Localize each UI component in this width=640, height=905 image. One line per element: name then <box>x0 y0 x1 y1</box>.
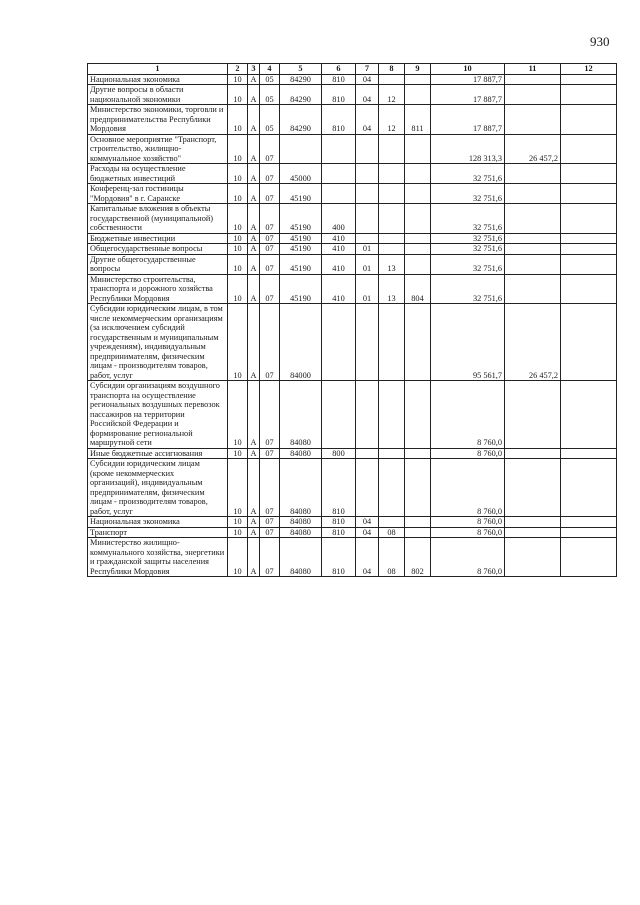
code-cell: А <box>248 105 260 135</box>
column-header: 5 <box>280 64 322 75</box>
amount-cell <box>505 233 561 244</box>
expense-type-cell: 410 <box>322 233 356 244</box>
ministry-code-cell <box>405 85 431 105</box>
row-name-cell: Национальная экономика <box>88 517 228 528</box>
amount-cell: 8 760,0 <box>431 459 505 517</box>
table-row <box>88 105 617 135</box>
expense-type-cell: 810 <box>322 74 356 85</box>
row-name-cell: Транспорт <box>88 527 228 538</box>
amount-cell <box>561 538 617 577</box>
code-cell: 10 <box>228 381 248 449</box>
target-article-cell: 45190 <box>280 244 322 255</box>
amount-cell: 8 760,0 <box>431 538 505 577</box>
target-article-cell: 45190 <box>280 184 322 204</box>
expense-type-cell <box>322 304 356 381</box>
subsection-cell <box>379 517 405 528</box>
subsection-cell: 08 <box>379 538 405 577</box>
subsection-cell: 08 <box>379 527 405 538</box>
code-cell: 07 <box>260 184 280 204</box>
table-row <box>88 184 617 204</box>
code-cell: 10 <box>228 85 248 105</box>
budget-table <box>87 63 617 577</box>
target-article-cell: 45190 <box>280 254 322 274</box>
table-row <box>88 85 617 105</box>
row-name-cell: Министерство экономики, торговли и предпринимательства Республики Мордовия <box>88 105 228 135</box>
table-row <box>88 134 617 164</box>
amount-cell <box>561 74 617 85</box>
ministry-code-cell <box>405 244 431 255</box>
expense-type-cell: 810 <box>322 85 356 105</box>
code-cell: 07 <box>260 517 280 528</box>
amount-cell <box>561 304 617 381</box>
target-article-cell: 84080 <box>280 381 322 449</box>
amount-cell: 26 457,2 <box>505 304 561 381</box>
subsection-cell: 13 <box>379 274 405 304</box>
subsection-cell <box>379 204 405 234</box>
amount-cell <box>505 517 561 528</box>
section-cell <box>356 184 379 204</box>
amount-cell <box>561 184 617 204</box>
amount-cell <box>505 244 561 255</box>
code-cell: 07 <box>260 254 280 274</box>
section-cell: 01 <box>356 274 379 304</box>
amount-cell <box>505 74 561 85</box>
subsection-cell <box>379 134 405 164</box>
code-cell: А <box>248 233 260 244</box>
code-cell: А <box>248 74 260 85</box>
ministry-code-cell <box>405 74 431 85</box>
subsection-cell <box>379 164 405 184</box>
table-row <box>88 304 617 381</box>
target-article-cell: 84080 <box>280 448 322 459</box>
amount-cell <box>505 448 561 459</box>
amount-cell: 17 887,7 <box>431 105 505 135</box>
ministry-code-cell <box>405 164 431 184</box>
row-name-cell: Субсидии юридическим лицам, в том числе некоммерческим организациям (за исключением субсидий государственным и муниципальным учреждениям), индивидуальным предпринимателям, физическим лицам - производителям товаров, работ, услуг <box>88 304 228 381</box>
code-cell: А <box>248 85 260 105</box>
code-cell: А <box>248 527 260 538</box>
expense-type-cell: 810 <box>322 459 356 517</box>
amount-cell <box>561 448 617 459</box>
target-article-cell <box>280 134 322 164</box>
amount-cell: 32 751,6 <box>431 274 505 304</box>
amount-cell: 32 751,6 <box>431 184 505 204</box>
column-header: 8 <box>379 64 405 75</box>
row-name-cell: Конференц-зал гостиницы "Мордовия" в г. Саранске <box>88 184 228 204</box>
table-row <box>88 204 617 234</box>
subsection-cell <box>379 448 405 459</box>
ministry-code-cell <box>405 448 431 459</box>
ministry-code-cell <box>405 254 431 274</box>
ministry-code-cell <box>405 517 431 528</box>
subsection-cell <box>379 244 405 255</box>
expense-type-cell <box>322 134 356 164</box>
ministry-code-cell <box>405 459 431 517</box>
table-row <box>88 233 617 244</box>
row-name-cell: Министерство жилищно-коммунального хозяйства, энергетики и гражданской защиты населения Республики Мордовия <box>88 538 228 577</box>
code-cell: 07 <box>260 459 280 517</box>
expense-type-cell: 810 <box>322 538 356 577</box>
code-cell: 07 <box>260 304 280 381</box>
amount-cell <box>561 134 617 164</box>
amount-cell: 128 313,3 <box>431 134 505 164</box>
code-cell: 07 <box>260 204 280 234</box>
target-article-cell: 84080 <box>280 538 322 577</box>
ministry-code-cell <box>405 134 431 164</box>
section-cell: 04 <box>356 517 379 528</box>
code-cell: 10 <box>228 304 248 381</box>
amount-cell: 8 760,0 <box>431 527 505 538</box>
target-article-cell: 45190 <box>280 274 322 304</box>
code-cell: 10 <box>228 244 248 255</box>
amount-cell <box>505 184 561 204</box>
amount-cell: 8 760,0 <box>431 448 505 459</box>
expense-type-cell: 400 <box>322 204 356 234</box>
expense-type-cell <box>322 164 356 184</box>
code-cell: 10 <box>228 459 248 517</box>
code-cell: 10 <box>228 74 248 85</box>
subsection-cell <box>379 233 405 244</box>
section-cell <box>356 304 379 381</box>
target-article-cell: 84290 <box>280 105 322 135</box>
code-cell: 10 <box>228 134 248 164</box>
section-cell: 04 <box>356 74 379 85</box>
expense-type-cell: 800 <box>322 448 356 459</box>
amount-cell: 95 561,7 <box>431 304 505 381</box>
section-cell: 04 <box>356 85 379 105</box>
amount-cell <box>561 381 617 449</box>
column-header: 10 <box>431 64 505 75</box>
table-row <box>88 274 617 304</box>
code-cell: А <box>248 517 260 528</box>
amount-cell <box>505 164 561 184</box>
code-cell: А <box>248 448 260 459</box>
section-cell <box>356 459 379 517</box>
section-cell: 04 <box>356 527 379 538</box>
subsection-cell <box>379 459 405 517</box>
column-header: 3 <box>248 64 260 75</box>
row-name-cell: Иные бюджетные ассигнования <box>88 448 228 459</box>
amount-cell <box>505 105 561 135</box>
row-name-cell: Министерство строительства, транспорта и дорожного хозяйства Республики Мордовия <box>88 274 228 304</box>
amount-cell: 32 751,6 <box>431 244 505 255</box>
ministry-code-cell <box>405 233 431 244</box>
code-cell: А <box>248 244 260 255</box>
amount-cell: 8 760,0 <box>431 381 505 449</box>
row-name-cell: Субсидии юридическим лицам (кроме некоммерческих организаций), индивидуальным предпринимателям, физическим лицам - производителям товаров, работ, услуг <box>88 459 228 517</box>
expense-type-cell: 810 <box>322 517 356 528</box>
table-row <box>88 381 617 449</box>
subsection-cell <box>379 74 405 85</box>
column-header: 9 <box>405 64 431 75</box>
code-cell: 10 <box>228 274 248 304</box>
code-cell: А <box>248 204 260 234</box>
ministry-code-cell <box>405 304 431 381</box>
target-article-cell: 84000 <box>280 304 322 381</box>
expense-type-cell: 410 <box>322 254 356 274</box>
column-header: 2 <box>228 64 248 75</box>
code-cell: 10 <box>228 184 248 204</box>
target-article-cell: 84290 <box>280 74 322 85</box>
ministry-code-cell <box>405 381 431 449</box>
code-cell: 05 <box>260 74 280 85</box>
ministry-code-cell <box>405 527 431 538</box>
row-name-cell: Расходы на осуществление бюджетных инвестиций <box>88 164 228 184</box>
subsection-cell: 12 <box>379 105 405 135</box>
code-cell: 10 <box>228 538 248 577</box>
amount-cell <box>505 274 561 304</box>
code-cell: 10 <box>228 517 248 528</box>
row-name-cell: Субсидии организациям воздушного транспорта на осуществление региональных воздушных перевозок пассажиров на территории Российской Федерации и формирование региональной маршрутной сети <box>88 381 228 449</box>
amount-cell <box>561 459 617 517</box>
target-article-cell: 84080 <box>280 527 322 538</box>
amount-cell <box>505 85 561 105</box>
code-cell: 10 <box>228 164 248 184</box>
column-header: 12 <box>561 64 617 75</box>
table-row <box>88 538 617 577</box>
row-name-cell: Бюджетные инвестиции <box>88 233 228 244</box>
code-cell: 07 <box>260 538 280 577</box>
code-cell: А <box>248 254 260 274</box>
target-article-cell: 84080 <box>280 459 322 517</box>
amount-cell <box>505 381 561 449</box>
amount-cell <box>505 527 561 538</box>
code-cell: 10 <box>228 204 248 234</box>
section-cell <box>356 233 379 244</box>
code-cell: 10 <box>228 527 248 538</box>
code-cell: 05 <box>260 105 280 135</box>
section-cell <box>356 204 379 234</box>
subsection-cell <box>379 381 405 449</box>
ministry-code-cell: 811 <box>405 105 431 135</box>
amount-cell: 17 887,7 <box>431 85 505 105</box>
column-header: 1 <box>88 64 228 75</box>
code-cell: А <box>248 164 260 184</box>
table-row <box>88 527 617 538</box>
subsection-cell: 12 <box>379 85 405 105</box>
code-cell: 07 <box>260 244 280 255</box>
column-header: 6 <box>322 64 356 75</box>
row-name-cell: Другие общегосударственные вопросы <box>88 254 228 274</box>
amount-cell <box>561 164 617 184</box>
amount-cell: 17 887,7 <box>431 74 505 85</box>
subsection-cell <box>379 184 405 204</box>
amount-cell <box>561 517 617 528</box>
expense-type-cell <box>322 381 356 449</box>
amount-cell: 32 751,6 <box>431 204 505 234</box>
amount-cell: 26 457,2 <box>505 134 561 164</box>
page-number: 930 <box>590 34 610 49</box>
target-article-cell: 84290 <box>280 85 322 105</box>
header-row <box>88 64 617 75</box>
section-cell: 04 <box>356 538 379 577</box>
amount-cell <box>505 204 561 234</box>
code-cell: 10 <box>228 233 248 244</box>
target-article-cell: 45190 <box>280 204 322 234</box>
row-name-cell: Общегосударственные вопросы <box>88 244 228 255</box>
section-cell <box>356 164 379 184</box>
amount-cell: 32 751,6 <box>431 254 505 274</box>
amount-cell <box>561 527 617 538</box>
amount-cell <box>561 254 617 274</box>
amount-cell: 32 751,6 <box>431 233 505 244</box>
table-row <box>88 459 617 517</box>
code-cell: 10 <box>228 448 248 459</box>
amount-cell <box>505 538 561 577</box>
row-name-cell: Другие вопросы в области национальной экономики <box>88 85 228 105</box>
code-cell: А <box>248 459 260 517</box>
table-row <box>88 164 617 184</box>
ministry-code-cell: 804 <box>405 274 431 304</box>
code-cell: 07 <box>260 381 280 449</box>
ministry-code-cell <box>405 184 431 204</box>
code-cell: 07 <box>260 274 280 304</box>
column-header: 7 <box>356 64 379 75</box>
amount-cell <box>561 105 617 135</box>
section-cell: 01 <box>356 254 379 274</box>
subsection-cell <box>379 304 405 381</box>
code-cell: 05 <box>260 85 280 105</box>
table-row <box>88 254 617 274</box>
section-cell <box>356 134 379 164</box>
amount-cell: 32 751,6 <box>431 164 505 184</box>
expense-type-cell: 810 <box>322 105 356 135</box>
expense-type-cell <box>322 184 356 204</box>
expense-type-cell: 410 <box>322 274 356 304</box>
code-cell: 07 <box>260 527 280 538</box>
column-header: 4 <box>260 64 280 75</box>
code-cell: 10 <box>228 105 248 135</box>
target-article-cell: 45000 <box>280 164 322 184</box>
amount-cell <box>561 274 617 304</box>
table-row <box>88 448 617 459</box>
expense-type-cell: 810 <box>322 527 356 538</box>
code-cell: А <box>248 134 260 164</box>
section-cell <box>356 448 379 459</box>
code-cell: А <box>248 304 260 381</box>
amount-cell <box>561 233 617 244</box>
ministry-code-cell: 802 <box>405 538 431 577</box>
amount-cell <box>561 244 617 255</box>
table-row <box>88 74 617 85</box>
amount-cell <box>561 85 617 105</box>
column-header: 11 <box>505 64 561 75</box>
amount-cell <box>505 459 561 517</box>
code-cell: 10 <box>228 254 248 274</box>
code-cell: 07 <box>260 164 280 184</box>
code-cell: А <box>248 381 260 449</box>
code-cell: А <box>248 274 260 304</box>
section-cell: 04 <box>356 105 379 135</box>
row-name-cell: Капитальные вложения в объекты государственной (муниципальной) собственности <box>88 204 228 234</box>
target-article-cell: 45190 <box>280 233 322 244</box>
code-cell: А <box>248 184 260 204</box>
amount-cell <box>561 204 617 234</box>
row-name-cell: Национальная экономика <box>88 74 228 85</box>
table-row <box>88 517 617 528</box>
code-cell: 07 <box>260 134 280 164</box>
amount-cell: 8 760,0 <box>431 517 505 528</box>
target-article-cell: 84080 <box>280 517 322 528</box>
code-cell: 07 <box>260 448 280 459</box>
section-cell <box>356 381 379 449</box>
subsection-cell: 13 <box>379 254 405 274</box>
ministry-code-cell <box>405 204 431 234</box>
table-row <box>88 244 617 255</box>
section-cell: 01 <box>356 244 379 255</box>
code-cell: 07 <box>260 233 280 244</box>
expense-type-cell: 410 <box>322 244 356 255</box>
code-cell: А <box>248 538 260 577</box>
row-name-cell: Основное мероприятие "Транспорт, строительство, жилищно-коммунальное хозяйство" <box>88 134 228 164</box>
amount-cell <box>505 254 561 274</box>
